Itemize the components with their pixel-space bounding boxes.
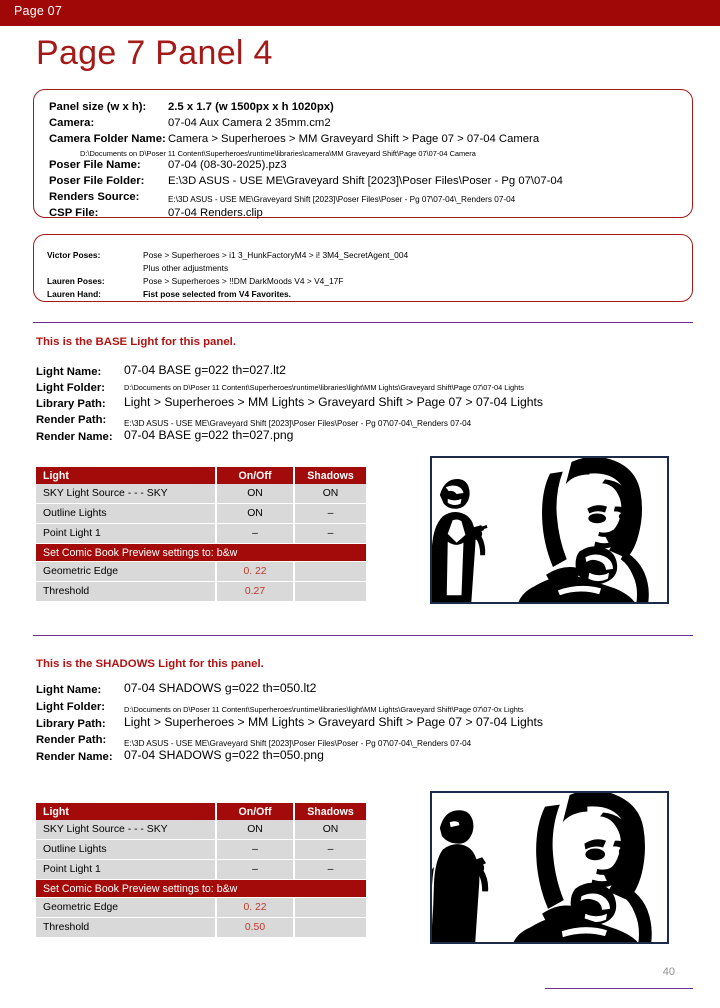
- table-row: [36, 524, 366, 544]
- row-label: Poser File Name:: [49, 159, 141, 171]
- table-row: [36, 484, 366, 504]
- row-label: Lauren Hand:: [47, 289, 101, 299]
- setting-name-cell: Threshold: [36, 918, 216, 938]
- row-value: 07-04 (08-30-2025).pz3: [168, 159, 287, 171]
- section-divider: [33, 635, 693, 636]
- poses-row: [47, 285, 101, 301]
- row-label: Library Path:: [36, 718, 106, 730]
- column-header-shadows: Shadows: [294, 803, 366, 820]
- shadows-light-row: [36, 731, 106, 747]
- row-label: Camera Folder Name:: [49, 133, 166, 145]
- onoff-cell: ON: [216, 504, 294, 524]
- base-light-row: [36, 411, 106, 427]
- base-library-path: [124, 394, 543, 410]
- panel-info-value: [168, 98, 334, 114]
- row-value: 07-04 SHADOWS g=022 th=050.lt2: [124, 681, 317, 695]
- table-banner-row: [36, 544, 366, 562]
- row-value: Camera > Superheroes > MM Graveyard Shift > Page 07 > 07-04 Camera: [168, 133, 540, 145]
- section-divider: [33, 322, 693, 323]
- onoff-cell: ON: [216, 484, 294, 504]
- setting-value-cell: 0.50: [216, 918, 294, 938]
- table-header-row: [36, 803, 366, 820]
- column-header-light: Light: [36, 803, 216, 820]
- light-name-cell: SKY Light Source - - - SKY: [36, 820, 216, 840]
- base-light-row: [36, 379, 105, 395]
- row-label: Panel size (w x h):: [49, 101, 147, 113]
- shadows-light-row: [36, 748, 113, 764]
- row-label: Victor Poses:: [47, 250, 101, 260]
- panel-info-row: [49, 188, 139, 204]
- row-value: D:\Documents on D\Poser 11 Content\Superheroes\runtime\libraries\light\MM Lights\Graveyard Shift\Page 07\07-04 Lights: [124, 383, 524, 392]
- base-light-render-image: [430, 456, 669, 604]
- shadows-light-row: [36, 698, 105, 714]
- row-label: Render Name:: [36, 751, 113, 763]
- onoff-cell: ON: [216, 820, 294, 840]
- panel-info-row: [49, 98, 146, 114]
- setting-name-cell: Geometric Edge: [36, 898, 216, 918]
- table-row: [36, 820, 366, 840]
- shadows-cell: –: [294, 840, 366, 860]
- row-value: Pose > Superheroes > i1 3_HunkFactoryM4 > i! 3M4_SecretAgent_004: [143, 250, 409, 260]
- shadows-light-row: [36, 715, 106, 731]
- row-label: Camera:: [49, 117, 95, 129]
- column-header-onoff: On/Off: [216, 803, 294, 820]
- panel-info-row: [49, 114, 94, 130]
- base-render-name: [124, 427, 293, 443]
- row-value: D:\Documents on D\Poser 11 Content\Superheroes\runtime\libraries\camera\MM Graveyard Shift\Page 07\07-04 Camera: [80, 149, 476, 158]
- row-value: Light > Superheroes > MM Lights > Graveyard Shift > Page 07 > 07-04 Lights: [124, 715, 544, 729]
- row-value: Fist pose selected from V4 Favorites.: [143, 289, 292, 299]
- row-value: E:\3D ASUS - USE ME\Graveyard Shift [2023]\Poser Files\Poser - Pg 07\07-04\_Renders 07-04: [168, 195, 516, 204]
- row-value: 07-04 SHADOWS g=022 th=050.png: [124, 748, 324, 762]
- page-header-bar: [0, 0, 720, 26]
- preview-settings-banner: Set Comic Book Preview settings to: b&w: [36, 880, 366, 898]
- panel-info-row: [49, 172, 144, 188]
- shadows-light-heading: This is the SHADOWS Light for this panel.: [36, 658, 264, 670]
- setting-value-cell: 0. 22: [216, 562, 294, 582]
- shadows-cell: –: [294, 504, 366, 524]
- column-header-onoff: On/Off: [216, 467, 294, 484]
- row-label: Render Path:: [36, 734, 107, 746]
- panel-info-value: [168, 204, 263, 220]
- row-value: Pose > Superheroes > !!DM DarkMoods V4 > V4_17F: [143, 276, 344, 286]
- shadows-render-name: [124, 747, 324, 763]
- shadows-cell: –: [294, 860, 366, 880]
- row-value: 07-04 BASE g=022 th=027.png: [124, 428, 294, 442]
- row-value: 07-04 Renders.clip: [168, 207, 263, 219]
- empty-cell: [294, 898, 366, 918]
- row-label: CSP File:: [49, 207, 99, 219]
- shadows-library-path: [124, 714, 543, 730]
- light-name-cell: Point Light 1: [36, 524, 216, 544]
- comic-render-shadows-svg: [432, 793, 667, 942]
- table-row: [36, 918, 366, 938]
- row-value: D:\Documents on D\Poser 11 Content\Superheroes\runtime\libraries\light\MM Lights\Graveyard Shift\Page 07\07-0x Lights: [124, 705, 524, 714]
- table-row: [36, 504, 366, 524]
- row-value: E:\3D ASUS - USE ME\Graveyard Shift [2023]\Poser Files\Poser - Pg 07\07-04\_Renders 07-04: [124, 419, 472, 428]
- column-header-shadows: Shadows: [294, 467, 366, 484]
- comic-render-base-svg: [432, 458, 667, 602]
- light-name-cell: Point Light 1: [36, 860, 216, 880]
- setting-name-cell: Threshold: [36, 582, 216, 602]
- shadows-cell: –: [294, 524, 366, 544]
- onoff-cell: –: [216, 840, 294, 860]
- page-title: Page 7 Panel 4: [36, 34, 273, 72]
- base-light-row: [36, 363, 101, 379]
- row-value: Plus other adjustments: [143, 263, 229, 273]
- row-label: Renders Source:: [49, 191, 140, 203]
- setting-value-cell: 0. 22: [216, 898, 294, 918]
- base-light-folder-path: [124, 378, 524, 394]
- panel-info-row: [49, 156, 141, 172]
- shadows-light-value: [124, 680, 316, 696]
- setting-name-cell: Geometric Edge: [36, 562, 216, 582]
- panel-info-value: [168, 156, 287, 172]
- shadows-light-render-image: [430, 791, 669, 944]
- table-row: [36, 840, 366, 860]
- row-label: Library Path:: [36, 398, 106, 410]
- shadows-cell: ON: [294, 484, 366, 504]
- onoff-cell: –: [216, 524, 294, 544]
- base-light-table: [36, 467, 366, 602]
- row-label: Render Name:: [36, 431, 113, 443]
- empty-cell: [294, 582, 366, 602]
- setting-value-cell: 0.27: [216, 582, 294, 602]
- poses-value: [143, 285, 291, 301]
- row-value: Light > Superheroes > MM Lights > Graveyard Shift > Page 07 > 07-04 Lights: [124, 395, 544, 409]
- table-header-row: [36, 467, 366, 484]
- base-light-value: [124, 362, 286, 378]
- base-light-row: [36, 395, 106, 411]
- poses-row: [47, 246, 100, 262]
- table-row: [36, 898, 366, 918]
- preview-settings-banner: Set Comic Book Preview settings to: b&w: [36, 544, 366, 562]
- empty-cell: [294, 562, 366, 582]
- row-value: 07-04 Aux Camera 2 35mm.cm2: [168, 117, 331, 129]
- panel-info-row: [49, 204, 98, 220]
- row-label: Light Folder:: [36, 701, 106, 713]
- row-label: Lauren Poses:: [47, 276, 105, 286]
- base-light-heading: This is the BASE Light for this panel.: [36, 336, 236, 348]
- row-label: Render Path:: [36, 414, 107, 426]
- onoff-cell: –: [216, 860, 294, 880]
- footer-divider: [545, 988, 693, 989]
- header-page-label: Page 07: [14, 4, 62, 18]
- column-header-light: Light: [36, 467, 216, 484]
- table-row: [36, 860, 366, 880]
- row-value: 2.5 x 1.7 (w 1500px x h 1020px): [168, 101, 334, 113]
- light-name-cell: Outline Lights: [36, 504, 216, 524]
- row-label: Light Name:: [36, 684, 102, 696]
- row-label: Light Folder:: [36, 382, 106, 394]
- row-value: 07-04 BASE g=022 th=027.lt2: [124, 363, 286, 377]
- shadows-light-table: [36, 803, 366, 938]
- row-value: E:\3D ASUS - USE ME\Graveyard Shift [2023]\Poser Files\Poser - Pg 07\07-04: [168, 175, 563, 187]
- poses-info-box: [33, 234, 693, 302]
- row-value: E:\3D ASUS - USE ME\Graveyard Shift [2023]\Poser Files\Poser - Pg 07\07-04\_Renders 07-04: [124, 739, 472, 748]
- base-light-row: [36, 428, 113, 444]
- empty-cell: [294, 918, 366, 938]
- row-label: Light Name:: [36, 366, 102, 378]
- panel-info-value: [168, 172, 563, 188]
- shadows-cell: ON: [294, 820, 366, 840]
- row-label: Poser File Folder:: [49, 175, 145, 187]
- shadows-light-row: [36, 681, 101, 697]
- table-banner-row: [36, 880, 366, 898]
- table-row: [36, 562, 366, 582]
- page-number: 40: [662, 966, 675, 978]
- table-row: [36, 582, 366, 602]
- panel-info-value: [168, 114, 331, 130]
- light-name-cell: SKY Light Source - - - SKY: [36, 484, 216, 504]
- light-name-cell: Outline Lights: [36, 840, 216, 860]
